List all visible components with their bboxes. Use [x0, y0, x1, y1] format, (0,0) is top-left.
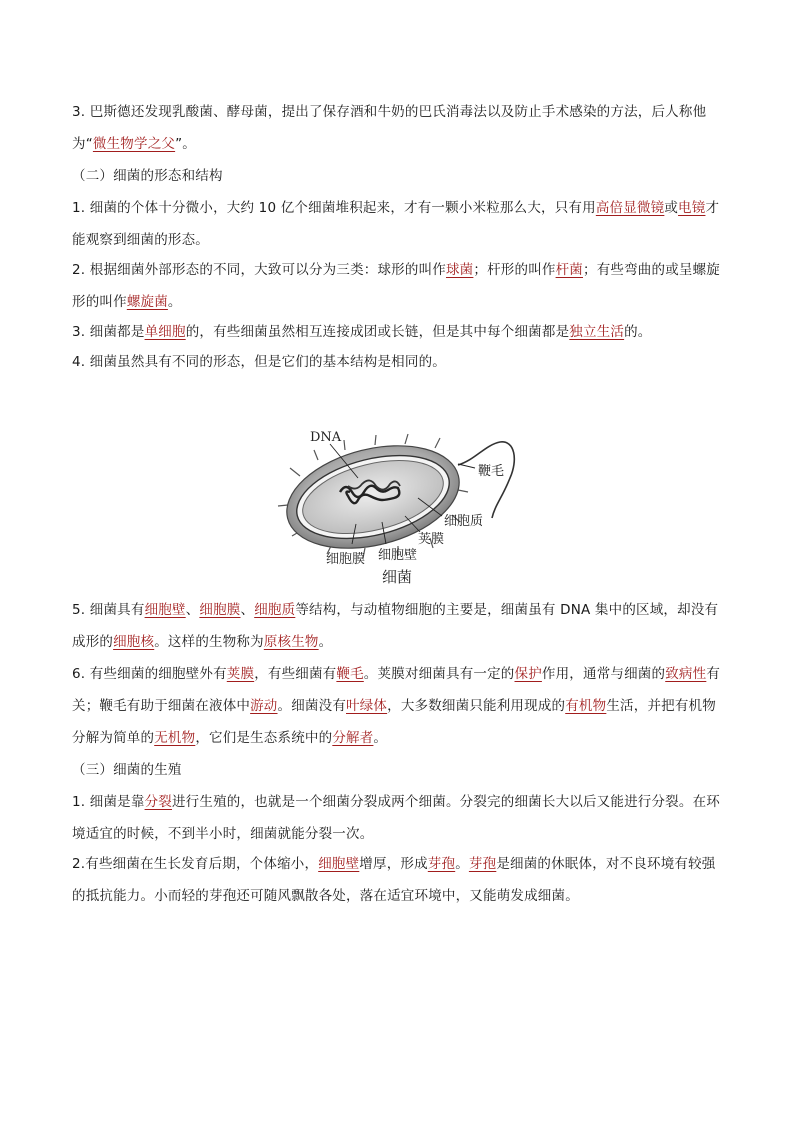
text: 增厚，形成 — [359, 856, 428, 872]
answer-blank: 分解者 — [332, 730, 374, 746]
text: ；有些弯曲的或呈螺旋形的叫作 — [72, 262, 720, 310]
text: 。 — [167, 294, 182, 310]
label-capsule: 荚膜 — [418, 532, 445, 547]
text: ，它们是生态系统中的 — [195, 730, 333, 746]
text: 或 — [664, 200, 679, 216]
label-cell-wall: 细胞壁 — [378, 548, 418, 563]
answer-blank: 单细胞 — [144, 324, 186, 340]
text: 生活，并把有机物分解为简单的 — [72, 698, 716, 746]
text: 的，有些细菌虽然相互连接成团或长链，但是其中每个细菌都是 — [185, 324, 570, 340]
answer-blank: 无机物 — [154, 730, 196, 746]
text: ”。 — [175, 136, 197, 152]
label-cell-membrane: 细胞膜 — [326, 552, 366, 567]
answer-blank: 细胞膜 — [199, 602, 241, 618]
text: 是细菌的休眠体，对不良环境有较强的抵抗能力。小而轻的芽孢还可随风飘散各处，落在适宜环境中，又能萌发成细菌。 — [72, 856, 716, 904]
paragraph-single-cell — [72, 316, 724, 348]
text: 。 — [455, 856, 469, 872]
answer-blank: 微生物学之父 — [92, 136, 176, 152]
text: 3. 细菌都是 — [72, 324, 145, 340]
answer-blank: 杆菌 — [555, 262, 583, 278]
label-flagellum: 鞭毛 — [478, 464, 505, 479]
paragraph-capsule-flagella — [72, 658, 724, 754]
answer-blank: 电镜 — [678, 200, 706, 216]
text: ，大多数细菌只能利用现成的 — [387, 698, 566, 714]
answer-blank: 有机物 — [565, 698, 607, 714]
text: 6. 有些细菌的细胞壁外有 — [72, 666, 227, 682]
answer-blank: 细胞质 — [254, 602, 296, 618]
answer-blank: 细胞壁 — [318, 856, 360, 872]
paragraph-structure: 4. 细菌虽然具有不同的形态，但是它们的基本结构是相同的。 — [72, 354, 446, 370]
answer-blank: 球菌 — [445, 262, 474, 278]
answer-blank: 细胞核 — [113, 634, 155, 650]
flagellum-line — [458, 442, 514, 518]
answer-blank: 鞭毛 — [336, 666, 364, 682]
label-cytoplasm: 细胞质 — [444, 514, 484, 529]
text: ；杆形的叫作 — [473, 262, 556, 278]
paragraph-cell-parts — [72, 594, 724, 658]
text: 。这样的生物称为 — [154, 634, 264, 650]
text: 3. 巴斯德还发现乳酸菌、酵母菌，提出了保存酒和牛奶的巴氏消毒法以及防止手术感染的方法，后人称他为“ — [72, 104, 707, 152]
bacterium-diagram — [270, 420, 540, 590]
paragraph-spores — [72, 848, 724, 912]
answer-blank: 独立生活 — [569, 324, 625, 340]
answer-blank: 螺旋菌 — [126, 294, 168, 310]
answer-blank: 保护 — [514, 666, 542, 682]
answer-blank: 游动 — [250, 698, 278, 714]
paragraph-division — [72, 786, 724, 850]
text: 。 — [318, 634, 333, 650]
answer-blank: 原核生物 — [263, 634, 319, 650]
section-heading-2: （二）细菌的形态和结构 — [72, 168, 223, 184]
text: 5. 细菌具有 — [72, 602, 145, 618]
text: 2. 根据细菌外部形态的不同，大致可以分为三类：球形的叫作 — [72, 262, 446, 278]
text: 。荚膜对细菌具有一定的 — [363, 666, 515, 682]
text: 。细菌没有 — [277, 698, 347, 714]
answer-blank: 芽孢 — [468, 856, 497, 872]
answer-blank: 致病性 — [665, 666, 707, 682]
answer-blank: 高倍显微镜 — [595, 200, 665, 216]
text: 作用，通常与细菌的 — [541, 666, 666, 682]
figure-caption: 细菌 — [382, 568, 413, 586]
text: 有关；鞭毛有助于细菌在液体中 — [72, 666, 721, 714]
paragraph-shapes — [72, 254, 724, 318]
text: 、 — [185, 602, 200, 618]
bacterium-illustration — [270, 420, 540, 590]
text: 的。 — [624, 324, 652, 340]
answer-blank: 细胞壁 — [144, 602, 186, 618]
answer-blank: 叶绿体 — [346, 698, 388, 714]
text: 等结构，与动植物细胞的主要是，细菌虽有 DNA 集中的区域，却没有成形的 — [72, 602, 719, 650]
section-heading-3: （三）细菌的生殖 — [72, 762, 182, 778]
text: 才能观察到细菌的形态。 — [72, 200, 720, 248]
answer-blank: 分裂 — [144, 794, 172, 810]
text: 2.有些细菌在生长发育后期，个体缩小， — [72, 856, 319, 872]
text: 1. 细菌的个体十分微小，大约 10 亿个细菌堆积起来，才有一颗小米粒那么大，只有用 — [72, 200, 596, 216]
text: ，有些细菌有 — [254, 666, 337, 682]
answer-blank: 荚膜 — [226, 666, 255, 682]
text: 进行生殖的，也就是一个细菌分裂成两个细菌。分裂完的细菌长大以后又能进行分裂。在环境适宜的时候，不到半小时，细菌就能分裂一次。 — [72, 794, 720, 842]
paragraph-size — [72, 192, 724, 256]
text: 、 — [240, 602, 255, 618]
text: 1. 细菌是靠 — [72, 794, 145, 810]
label-dna: DNA — [310, 430, 342, 445]
answer-blank: 芽孢 — [427, 856, 456, 872]
text: 。 — [373, 730, 388, 746]
paragraph-pasteur — [72, 96, 724, 160]
